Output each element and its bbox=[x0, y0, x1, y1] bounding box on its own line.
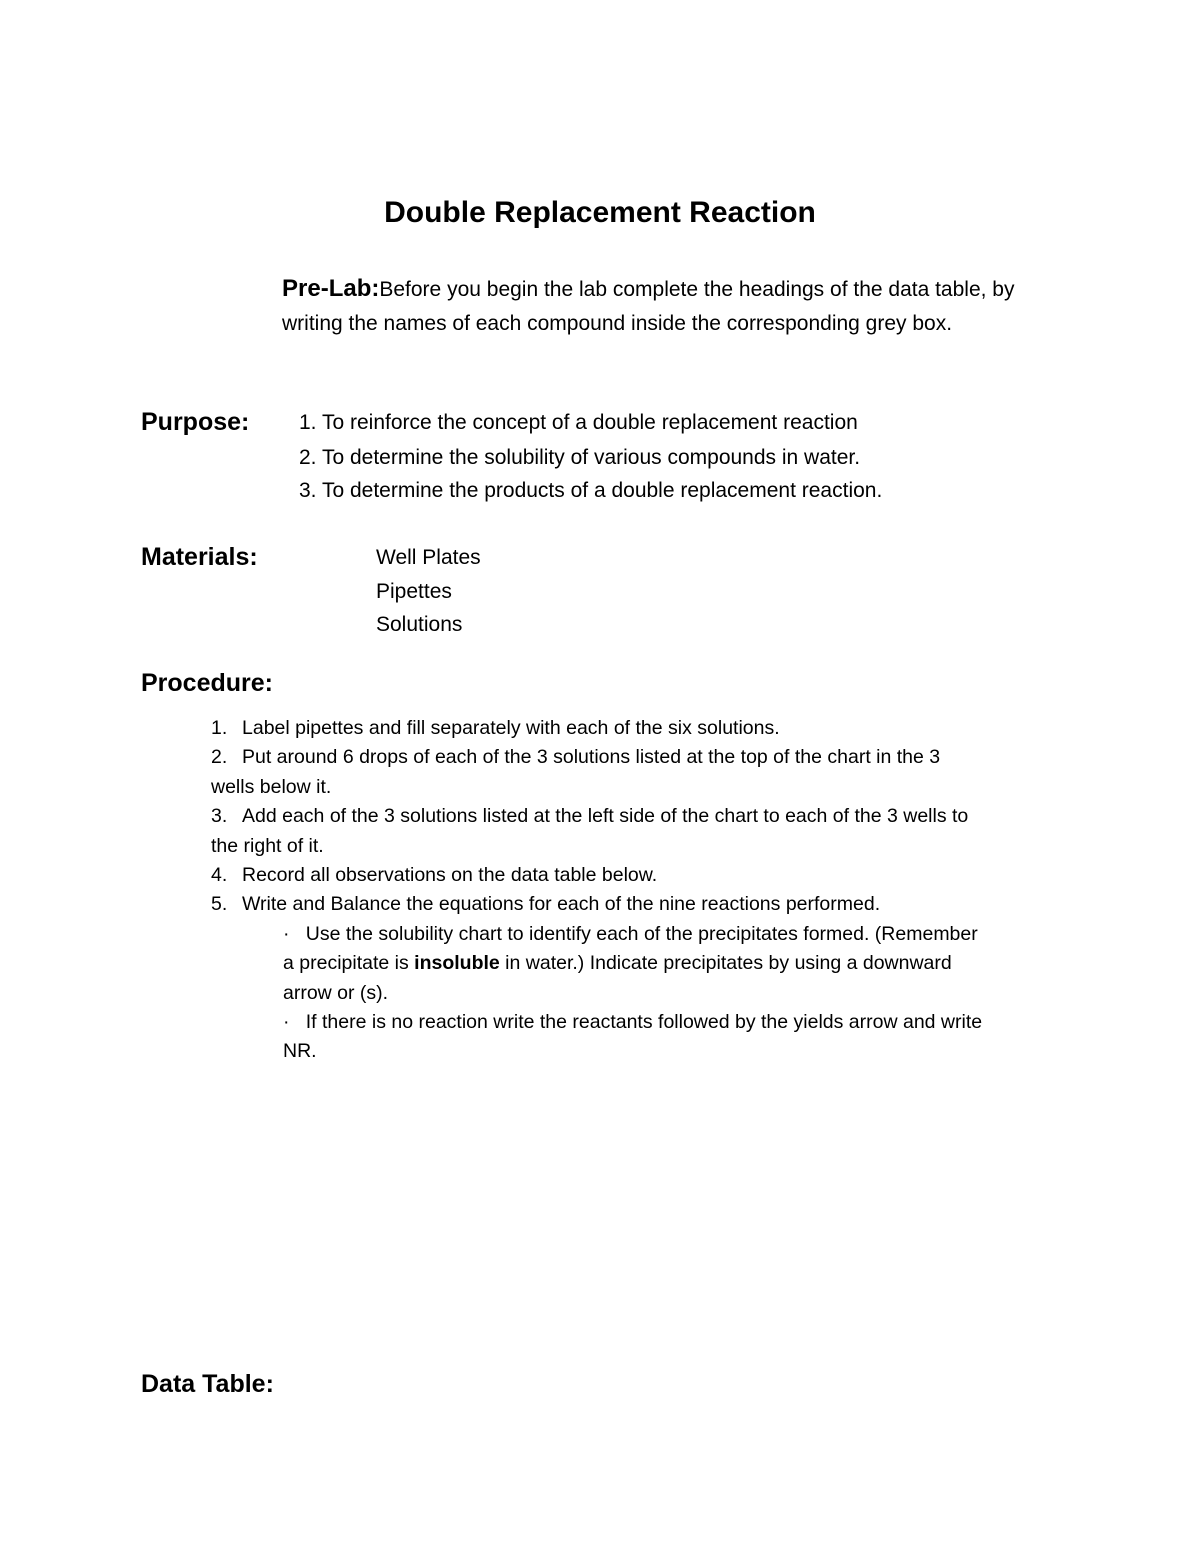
procedure-subitem-2: · If there is no reaction write the reactants followed by the yields arrow and write bbox=[283, 1011, 983, 1034]
insoluble-emphasis: insoluble bbox=[414, 952, 500, 975]
procedure-subitem-1: · Use the solubility chart to identify each of the precipitates formed. (Remember bbox=[283, 922, 978, 945]
data-table-heading: Data Table: bbox=[141, 1370, 274, 1398]
purpose-item-3: 3. To determine the products of a double replacement reaction. bbox=[299, 479, 883, 502]
purpose-item-1: 1. To reinforce the concept of a double replacement reaction bbox=[299, 411, 858, 434]
materials-item-3: Solutions bbox=[376, 613, 463, 636]
materials-heading: Materials: bbox=[141, 543, 258, 571]
materials-item-2: Pipettes bbox=[376, 580, 452, 603]
procedure-subitem-1-line2: a precipitate is insoluble in water.) Indicate precipitates by using a downward bbox=[283, 952, 952, 975]
purpose-heading: Purpose: bbox=[141, 408, 250, 436]
bullet-icon: · bbox=[283, 1011, 290, 1034]
procedure-step-1: 1. Label pipettes and fill separately with each of the six solutions. bbox=[211, 717, 780, 739]
procedure-list bbox=[211, 714, 1071, 1067]
materials-item-1: Well Plates bbox=[376, 546, 481, 569]
procedure-step-3: 3. Add each of the 3 solutions listed at the left side of the chart to each of the 3 wells to bbox=[211, 805, 969, 828]
purpose-item-2: 2. To determine the solubility of various compounds in water. bbox=[299, 446, 861, 469]
bullet-icon: · bbox=[283, 922, 290, 945]
prelab-label: Pre-Lab: bbox=[282, 275, 380, 302]
prelab-section bbox=[282, 272, 1042, 341]
procedure-step-3-cont: the right of it. bbox=[211, 834, 324, 857]
procedure-subitem-2-line2: NR. bbox=[283, 1040, 317, 1063]
procedure-step-2: 2. Put around 6 drops of each of the 3 solutions listed at the top of the chart in the 3 bbox=[211, 746, 941, 769]
procedure-step-5: 5. Write and Balance the equations for each of the nine reactions performed. bbox=[211, 893, 881, 916]
procedure-step-2-cont: wells below it. bbox=[211, 775, 332, 798]
procedure-subitem-1-line3: arrow or (s). bbox=[283, 981, 389, 1004]
procedure-heading: Procedure: bbox=[141, 669, 273, 697]
document-title: Double Replacement Reaction bbox=[384, 196, 816, 229]
prelab-text: Before you begin the lab complete the headings of the data table, by writing the names of each compound inside the corresponding grey box. bbox=[282, 278, 1015, 335]
procedure-step-4: 4. Record all observations on the data table below. bbox=[211, 864, 658, 887]
